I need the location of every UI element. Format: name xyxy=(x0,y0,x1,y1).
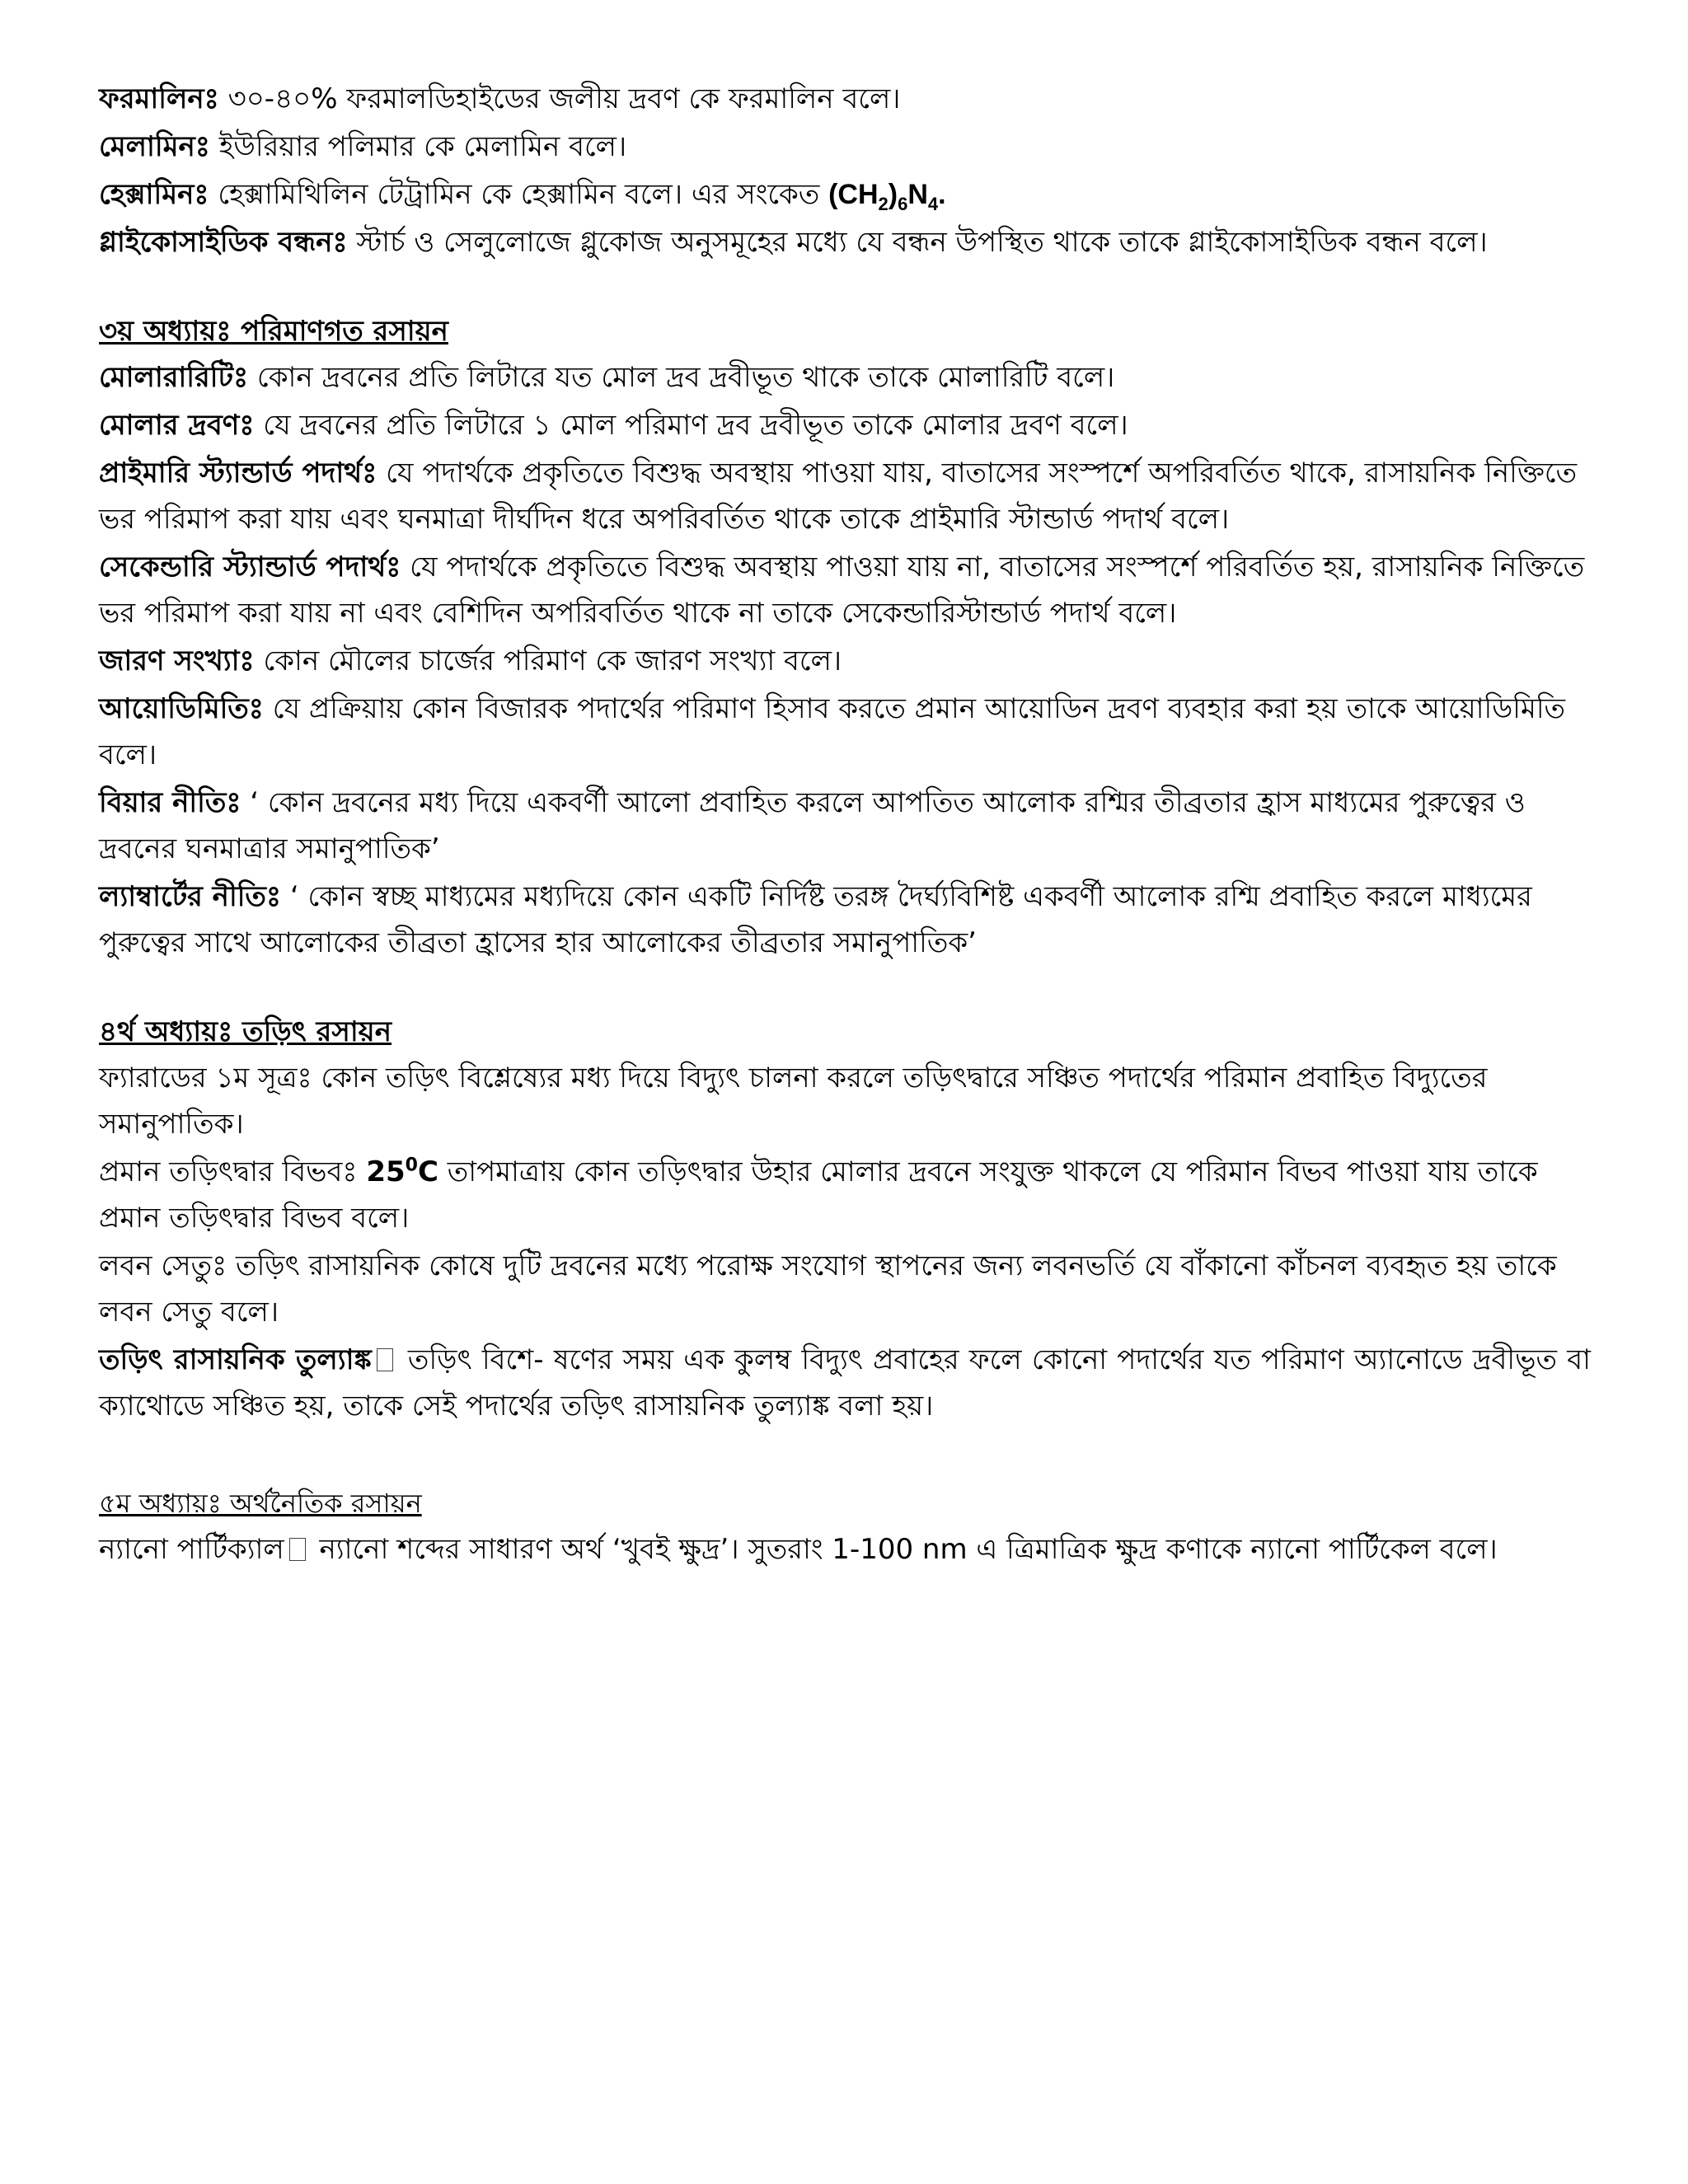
missing-glyph-box-icon xyxy=(289,1538,306,1561)
definition-term: মেলামিনঃ xyxy=(99,130,210,163)
definition-text: ন্যানো শব্দের সাধারণ অর্থ ‘খুবই ক্ষুদ্র’। সুতরাং 1-100 nm এ ত্রিমাত্রিক ক্ষুদ্র কণাকে ন্যানো পার্টিকেল বলে। xyxy=(310,1533,1498,1566)
definition-term: ফরমালিনঃ xyxy=(99,82,219,115)
definition-text: তড়িৎ বিশে- ষণের সময় এক কুলম্ব বিদ্যুৎ প্রবাহের ফলে কোনো পদার্থের যত পরিমাণ অ্যানোডে দ্রবীভূত বা ক্যাথোডে সঞ্চিত হয়, তাকে সেই পদার্থের তড়িৎ রাসায়নিক তুল্যাঙ্ক বলা হয়। xyxy=(99,1343,1591,1422)
definition-molar-solution xyxy=(99,402,1591,448)
definition-term: সেকেন্ডারি স্ট্যান্ডার্ড পদার্থঃ xyxy=(99,551,401,583)
definition-text: স্টার্চ ও সেলুলোজে গ্লুকোজ অনুসমূহের মধ্যে যে বন্ধন উপস্থিত থাকে তাকে গ্লাইকোসাইডিক বন্ধন বলে। xyxy=(347,226,1488,259)
document-page xyxy=(99,76,1591,1574)
definition-salt-bridge: লবন সেতুঃ তড়িৎ রাসায়নিক কোষে দুটি দ্রবনের মধ্যে পরোক্ষ সংযোগ স্থাপনের জন্য লবনভর্তি যে বাঁকানো কাঁচনল ব্যবহৃত হয় তাকে লবন সেতু বলে। xyxy=(99,1249,1557,1329)
definition-faraday-first-law: ফ্যারাডের ১ম সূত্রঃ কোন তড়িৎ বিশ্লেষ্যের মধ্য দিয়ে বিদ্যুৎ চালনা করলে তড়িৎদ্বারে সঞ্চিত পদার্থের পরিমান প্রবাহিত বিদ্যুতের সমানুপাতিক। xyxy=(99,1062,1488,1141)
definition-lambert-law xyxy=(99,874,1591,966)
definition-standard-electrode-potential: প্রমান তড়িৎদ্বার বিভবঃ $25^0C$ তাপমাত্রায় কোন তড়িৎদ্বার উহার মোলার দ্রবনে সংযুক্ত থাকলে যে পরিমান বিভব পাওয়া যায় তাকে প্রমান তড়িৎদ্বার বিভব বলে। xyxy=(99,1155,1538,1235)
definition-term: তড়িৎ রাসায়নিক তুল্যাঙ্ক xyxy=(99,1343,372,1376)
definition-text: যে প্রক্রিয়ায় কোন বিজারক পদার্থের পরিমাণ হিসাব করতে প্রমান আয়োডিন দ্রবণ ব্যবহার করা হয় তাকে আয়োডিমিতি বলে। xyxy=(99,692,1566,771)
definition-formalin xyxy=(99,76,1591,122)
definition-term: বিয়ার নীতিঃ xyxy=(99,786,241,819)
definition-term: মোলার দ্রবণঃ xyxy=(99,409,255,442)
standard-temperature: $25^0C$ xyxy=(366,1155,438,1188)
definition-text: হেক্সামিথিলিন টেট্রামিন কে হেক্সামিন বলে। এর সংকেত xyxy=(209,178,829,211)
definition-text: কোন মৌলের চার্জের পরিমাণ কে জারণ সংখ্যা বলে। xyxy=(254,644,842,677)
definition-text: যে পদার্থকে প্রকৃতিতে বিশুদ্ধ অবস্থায় পাওয়া যায়, বাতাসের সংস্পর্শে অপরিবর্তিত থাকে, রাসায়নিক নিক্তিতে ভর পরিমাপ করা যায় এবং ঘনমাত্রা দীর্ঘদিন ধরে অপরিবর্তিত থাকে তাকে প্রাইমারি স্টান্ডার্ড পদার্থ বলে। xyxy=(99,457,1578,536)
definition-oxidation-number xyxy=(99,638,1591,684)
definition-term: আয়োডিমিতিঃ xyxy=(99,692,264,725)
definition-term: ন্যানো পার্টিক্যাল xyxy=(99,1533,284,1566)
definition-nano-particle xyxy=(99,1526,1591,1572)
definition-primary-standard xyxy=(99,450,1591,542)
definition-hexamine xyxy=(99,171,1591,218)
definition-glycosidic-bond xyxy=(99,219,1591,265)
definition-term: প্রাইমারি স্ট্যান্ডার্ড পদার্থঃ xyxy=(99,457,377,490)
chapter3-heading: ৩য় অধ্যায়ঃ পরিমাণগত রসায়ন xyxy=(99,315,448,348)
chapter5-heading: ৫ম অধ্যায়ঃ অর্থনৈতিক রসায়ন xyxy=(99,1488,422,1519)
definition-molarity xyxy=(99,354,1591,401)
definition-text: যে দ্রবনের প্রতি লিটারে ১ মোল পরিমাণ দ্রব দ্রবীভূত তাকে মোলার দ্রবণ বলে। xyxy=(254,409,1128,442)
definition-text: ‘ কোন স্বচ্ছ মাধ্যমের মধ্যদিয়ে কোন একটি নির্দিষ্ট তরঙ্গ দৈর্ঘ্যবিশিষ্ট একবর্ণী আলোক রশ্মি প্রবাহিত করলে মাধ্যমের পুরুত্বের সাথে আলোকের তীব্রতা হ্রাসের হার আলোকের তীব্রতার সমানুপাতিক’ xyxy=(99,880,1532,959)
definition-iodimetry xyxy=(99,686,1591,778)
definition-term: গ্লাইকোসাইডিক বন্ধনঃ xyxy=(99,226,348,259)
definition-secondary-standard xyxy=(99,544,1591,636)
definition-text: ইউরিয়ার পলিমার কে মেলামিন বলে। xyxy=(209,130,627,163)
definition-term: জারণ সংখ্যাঃ xyxy=(99,644,255,677)
definition-term: ল্যাম্বার্টের নীতিঃ xyxy=(99,880,282,913)
missing-glyph-box-icon xyxy=(377,1348,393,1371)
definition-text: ৩০-৪০% ফরমালডিহাইডের জলীয় দ্রবণ কে ফরমালিন বলে। xyxy=(218,82,901,115)
definition-melamine xyxy=(99,124,1591,170)
chapter4-heading: ৪র্থ অধ্যায়ঃ তড়িৎ রসায়ন xyxy=(99,1015,392,1048)
definition-electrochemical-equivalent xyxy=(99,1337,1591,1429)
definition-text: যে পদার্থকে প্রকৃতিতে বিশুদ্ধ অবস্থায় পাওয়া যায় না, বাতাসের সংস্পর্শে পরিবর্তিত হয়, রাসায়নিক নিক্তিতে ভর পরিমাপ করা যায় না এবং বেশিদিন অপরিবর্তিত থাকে না তাকে সেকেন্ডারিস্টান্ডার্ড পদার্থ বলে। xyxy=(99,551,1585,630)
definition-term: হেক্সামিনঃ xyxy=(99,178,209,211)
definition-text: ‘ কোন দ্রবনের মধ্য দিয়ে একবর্ণী আলো প্রবাহিত করলে আপতিত আলোক রশ্মির তীব্রতার হ্রাস মাধ্যমের পুরুত্বের ও দ্রবনের ঘনমাত্রার সমানুপাতিক’ xyxy=(99,786,1526,865)
hexamine-formula: $(CH_2)_6N_4$. xyxy=(828,179,946,214)
definition-text: কোন দ্রবনের প্রতি লিটারে যত মোল দ্রব দ্রবীভূত থাকে তাকে মোলারিটি বলে। xyxy=(248,361,1115,394)
definition-beer-law xyxy=(99,780,1591,872)
definition-term: মোলারারিটিঃ xyxy=(99,361,249,394)
